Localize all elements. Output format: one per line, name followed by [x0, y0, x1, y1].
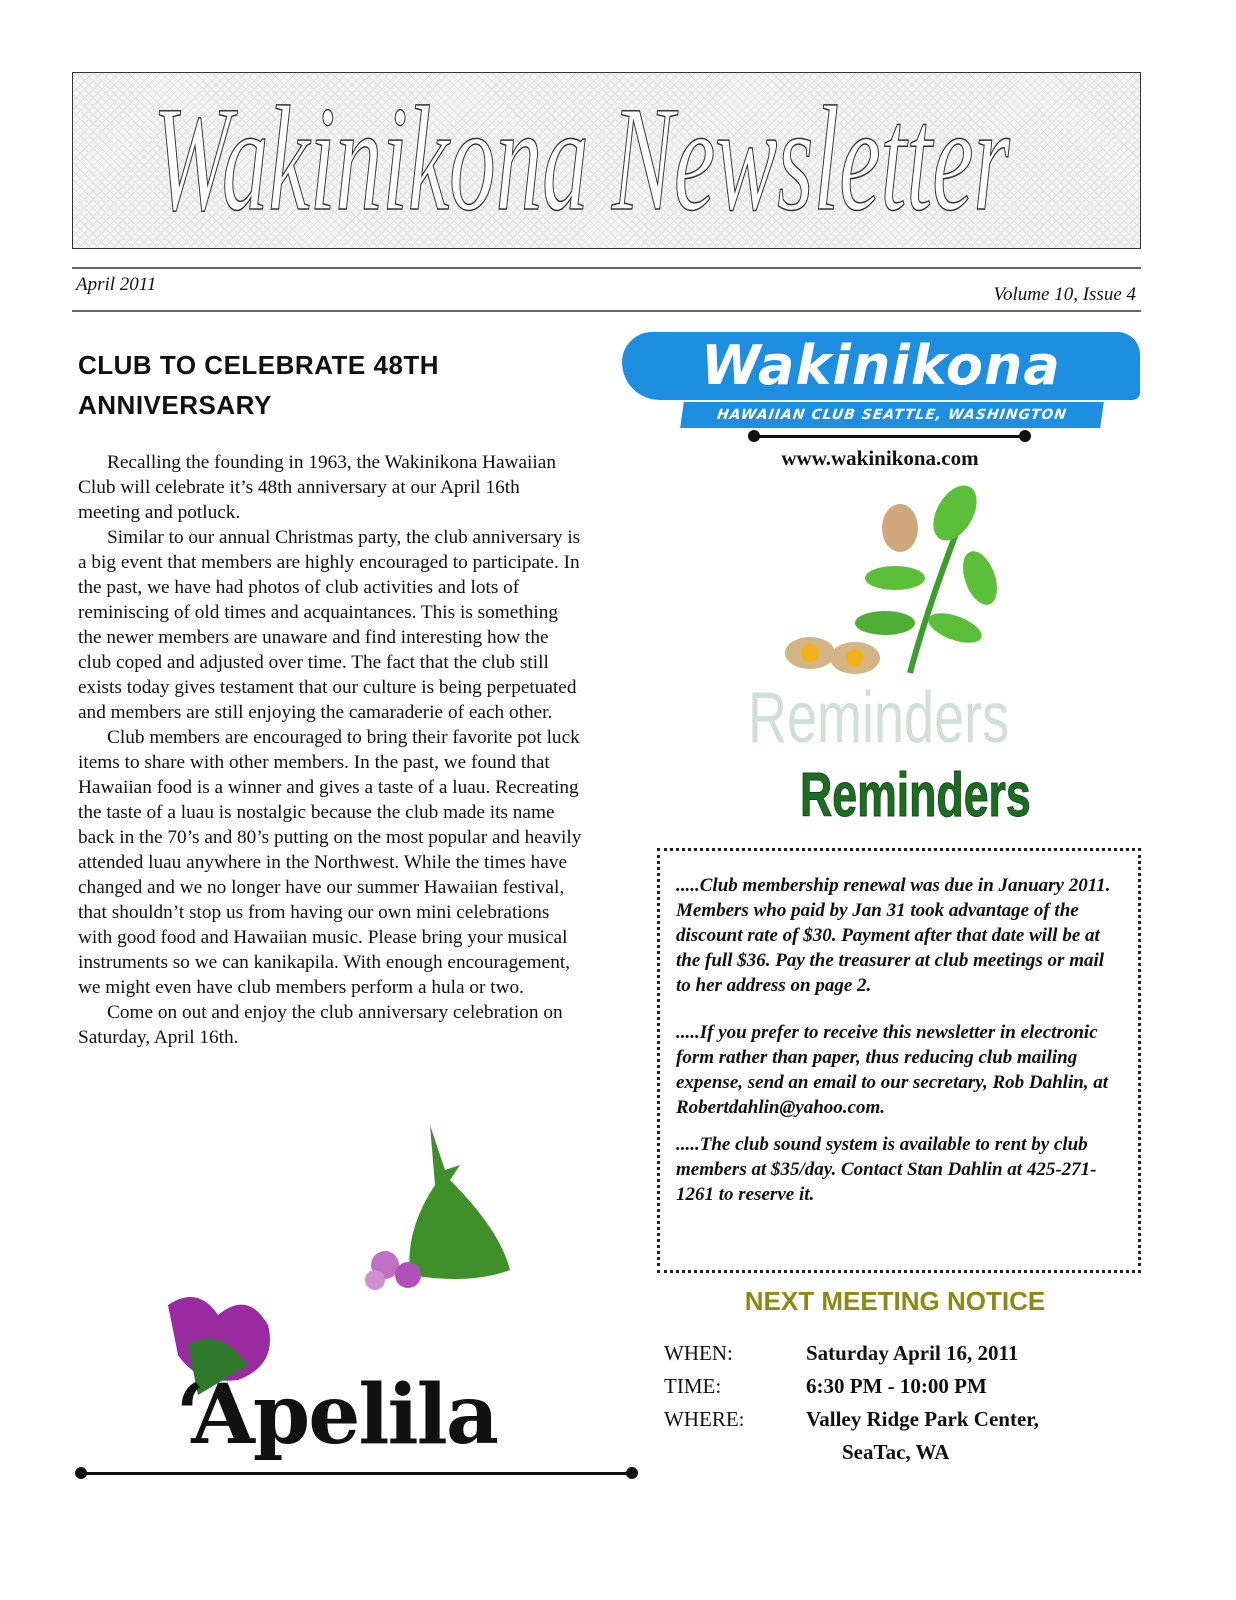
month-title-apelila: ‘Apelila: [176, 1367, 497, 1463]
reminder-item: .....Club membership renewal was due in January 2011. Members who paid by Jan 31 took advantage of the discount rate of $30. Payment after that date will be at the full $36. Pay the treasurer at club meetings or mail to her address on page 2.: [676, 875, 1111, 996]
reminders-title: Reminders: [800, 761, 1031, 830]
meeting-time-row: [664, 1370, 987, 1403]
paragraph: Club members are encouraged to bring their favorite pot luck items to share with other members. In the past, we found that Hawaiian food is a winner and gives a taste of a luau. Recreating the taste of a luau is nostalgic because the club made its name back in the 70’s and 80’s putting on the most popular and heavily attended luau anywhere in the Northwest. While the times have changed and we no longer have our summer Hawaiian festival, that shouldn’t stop us from having our own mini celebrations with good food and Hawaiian music. Please bring your musical instruments so we can kanikapila. With enough encouragement, we might even have club members perform a hula or two.: [78, 727, 582, 998]
decorative-line: [753, 435, 1026, 438]
article-body: [78, 450, 583, 1050]
headline-line: CLUB TO CELEBRATE 48TH: [78, 350, 440, 380]
article-headline: [78, 345, 588, 425]
row-label: WHERE:: [664, 1407, 745, 1431]
row-value: 6:30 PM - 10:00 PM: [806, 1374, 987, 1398]
next-meeting-heading: NEXT MEETING NOTICE: [744, 1286, 1046, 1316]
ti-leaf-bundle-illustration: [350, 1120, 530, 1310]
row-value: Saturday April 16, 2011: [806, 1341, 1019, 1365]
masthead: [72, 72, 1141, 249]
logo-tagline: HAWAIIAN CLUB SEATTLE, WASHINGTON: [680, 402, 1104, 428]
paragraph: Come on out and enjoy the club anniversary celebration on Saturday, April 16th.: [78, 1002, 563, 1048]
divider: [72, 267, 1141, 269]
meeting-when-row: [664, 1337, 1018, 1370]
plant-illustration: [780, 478, 1005, 678]
logo-wordmark: Wakinikona: [622, 332, 1140, 400]
issue-date: April 2011: [76, 274, 157, 295]
club-logo: [622, 332, 1140, 432]
row-label: TIME:: [664, 1374, 722, 1398]
paragraph: Similar to our annual Christmas party, the club anniversary is a big event that members are highly encouraged to participate. In the past, we have had photos of club activities and lots of reminiscing of old times and acquaintances. This is something the newer members are unaware and find interesting how the club coped and adjusted over time. The fact that the club still exists today gives testament that our culture is being perpetuated and members are still enjoying the camaraderie of each other.: [78, 527, 581, 723]
row-label: WHEN:: [664, 1341, 733, 1365]
website-link[interactable]: www.wakinikona.com: [781, 446, 979, 470]
reminder-item: .....If you prefer to receive this newsletter in electronic form rather than paper, thus reducing club mailing expense, send an email to our secretary, Rob Dahlin, at Robertdahlin@yahoo.com.: [676, 1022, 1109, 1118]
reminders-shadow-title: Reminders: [748, 678, 1010, 758]
volume-issue: Volume 10, Issue 4: [993, 284, 1136, 305]
meeting-where-line2: SeaTac, WA: [842, 1440, 950, 1464]
row-value: Valley Ridge Park Center,: [806, 1407, 1039, 1431]
paragraph: Recalling the founding in 1963, the Wakinikona Hawaiian Club will celebrate it’s 48th anniversary at our April 16th meeting and potluck.: [78, 452, 556, 523]
reminder-item: .....The club sound system is available to rent by club members at $35/day. Contact Stan Dahlin at 425-271-1261 to reserve it.: [676, 1134, 1097, 1205]
reminders-box: [657, 848, 1141, 1273]
meeting-where-row: [664, 1403, 1039, 1436]
headline-line: ANNIVERSARY: [78, 390, 272, 420]
divider: [72, 310, 1141, 312]
newsletter-title: Wakinikona Newsletter: [153, 76, 1010, 242]
decorative-line: [80, 1472, 633, 1475]
